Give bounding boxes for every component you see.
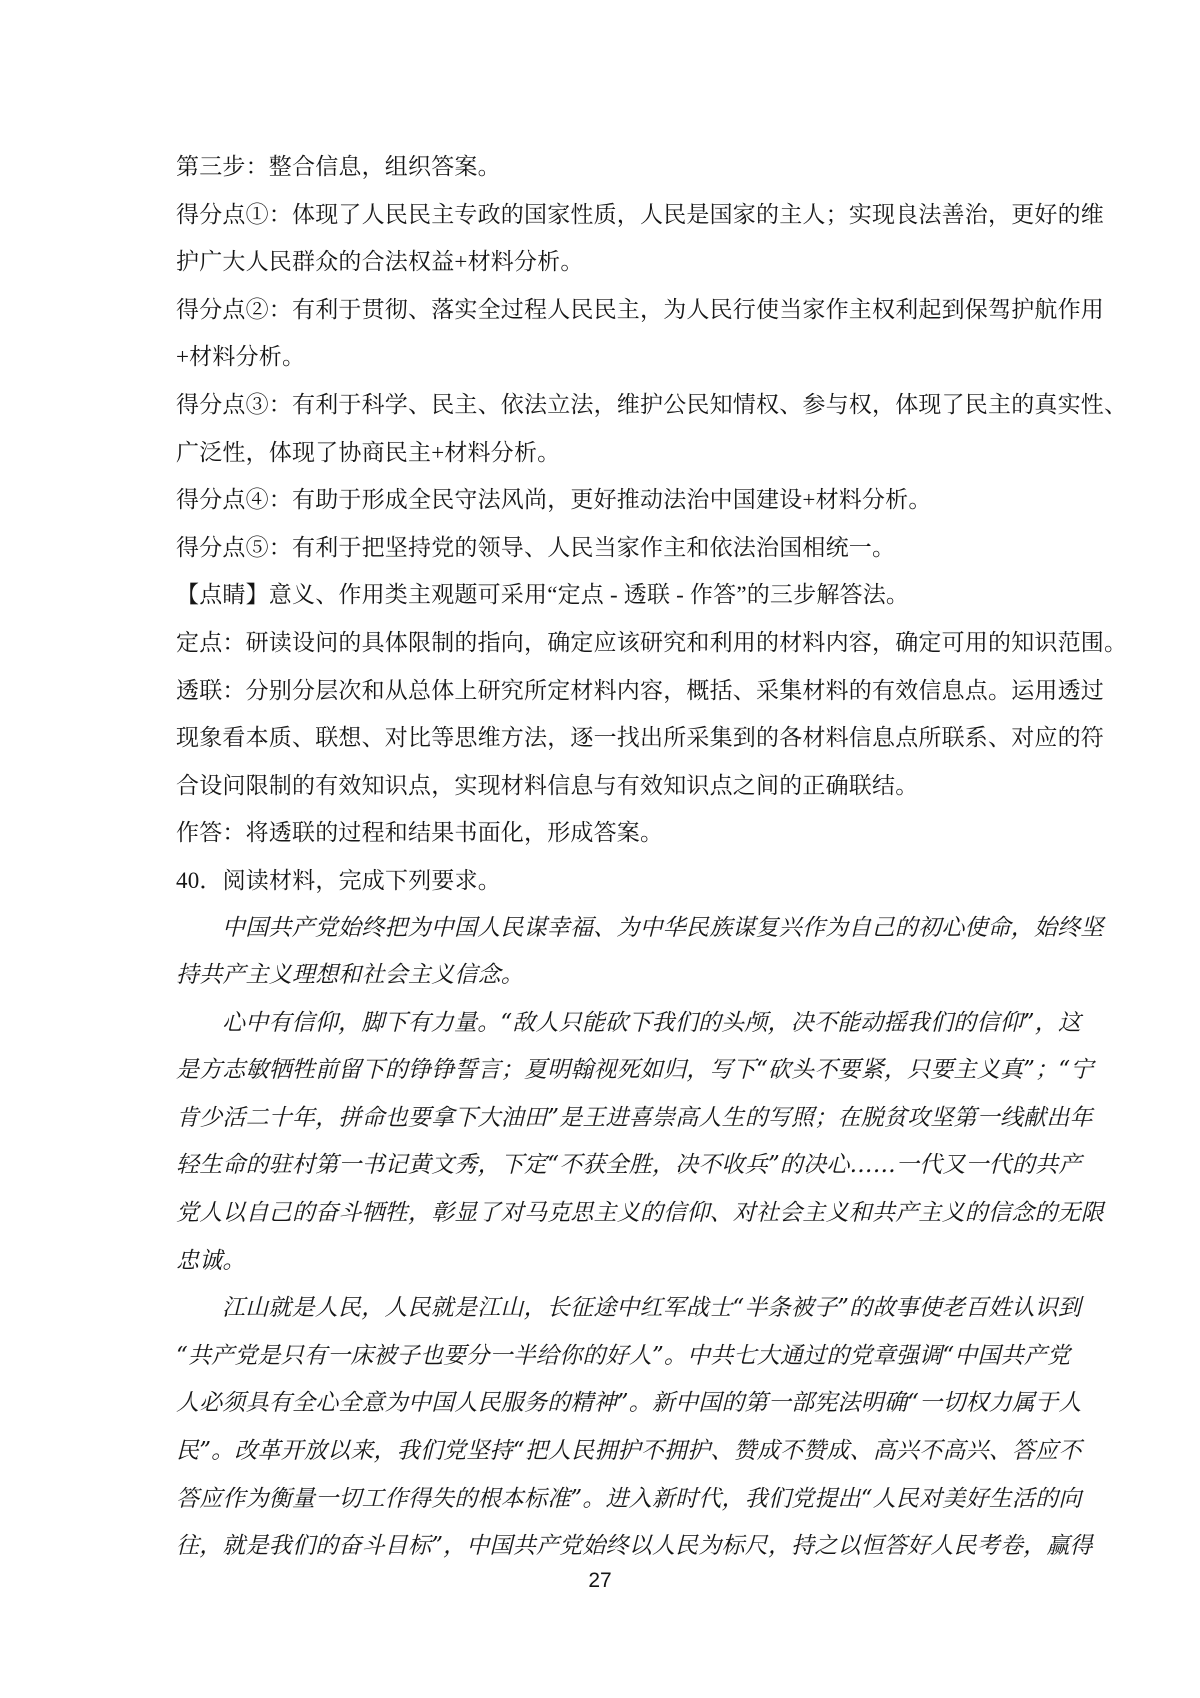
material-line: 答应作为衡量一切工作得失的根本标准”。进入新时代，我们党提出“人民对美好生活的向	[176, 1485, 1082, 1512]
answer-point-1-line: 得分点①：体现了人民民主专政的国家性质，人民是国家的主人；实现良法善治，更好的维	[176, 201, 1104, 227]
answer-point-3-line: 广泛性，体现了协商民主+材料分析。	[176, 439, 561, 465]
material-line: 江山就是人民，人民就是江山，长征途中红军战士“半条被子”的故事使老百姓认识到	[222, 1295, 1082, 1322]
material-line: 持共产主义理想和社会主义信念。	[176, 962, 524, 989]
answer-point-3-line: 得分点③：有利于科学、民主、依法立法，维护公民知情权、参与权，体现了民主的真实性、	[176, 391, 1128, 417]
material-line: 是方志敏牺牲前留下的铮铮誓言；夏明翰视死如归，写下“砍头不要紧，只要主义真”；“宁	[176, 1057, 1094, 1084]
material-line: 党人以自己的奋斗牺牲，彰显了对马克思主义的信仰、对社会主义和共产主义的信念的无限	[176, 1200, 1104, 1227]
answer-point-4-line: 得分点④：有助于形成全民守法风尚，更好推动法治中国建设+材料分析。	[176, 487, 932, 513]
material-line: 轻生命的驻村第一书记黄文秀，下定“不获全胜，决不收兵”的决心……一代又一代的共产	[176, 1152, 1082, 1179]
method-zuoda-line: 作答：将透联的过程和结果书面化，形成答案。	[176, 820, 664, 846]
answer-point-2-line: 得分点②：有利于贯彻、落实全过程人民民主，为人民行使当家作主权利起到保驾护航作用	[176, 296, 1104, 322]
material-line: 中国共产党始终把为中国人民谋幸福、为中华民族谋复兴作为自己的初心使命，始终坚	[222, 914, 1104, 941]
method-toulian-line: 透联：分别分层次和从总体上研究所定材料内容，概括、采集材料的有效信息点。运用透过	[176, 677, 1104, 703]
question-40-line: 40．阅读材料，完成下列要求。	[176, 867, 501, 893]
answer-point-2-line: +材料分析。	[176, 344, 306, 370]
method-toulian-line: 合设问限制的有效知识点，实现材料信息与有效知识点之间的正确联结。	[176, 772, 919, 798]
answer-point-1-line: 护广大人民群众的合法权益+材料分析。	[176, 249, 584, 275]
method-dingdian-line: 定点：研读设问的具体限制的指向，确定应该研究和利用的材料内容，确定可用的知识范围。	[176, 629, 1128, 655]
material-line: 人必须具有全心全意为中国人民服务的精神”。新中国的第一部宪法明确“一切权力属于人	[176, 1390, 1082, 1417]
answer-point-5-line: 得分点⑤：有利于把坚持党的领导、人民当家作主和依法治国相统一。	[176, 534, 896, 560]
material-line: “共产党是只有一床被子也要分一半给你的好人”。中共七大通过的党章强调“中国共产党	[176, 1342, 1071, 1369]
material-line: 民”。改革开放以来，我们党坚持“把人民拥护不拥护、赞成不赞成、高兴不高兴、答应不	[176, 1438, 1082, 1465]
document-page	[176, 143, 1128, 1571]
material-line: 往，就是我们的奋斗目标”，中国共产党始终以人民为标尺，持之以恒答好人民考卷，赢得	[176, 1533, 1093, 1560]
answer-step-line: 第三步：整合信息，组织答案。	[176, 154, 501, 179]
material-line: 忠诚。	[176, 1247, 246, 1274]
tip-note-line: 【点睛】意义、作用类主观题可采用“定点 - 透联 - 作答”的三步解答法。	[176, 582, 910, 608]
page-number: 27	[588, 1569, 612, 1592]
material-line: 肯少活二十年，拼命也要拿下大油田”是王进喜崇高人生的写照；在脱贫攻坚第一线献出年	[176, 1104, 1093, 1131]
method-toulian-line: 现象看本质、联想、对比等思维方法，逐一找出所采集到的各材料信息点所联系、对应的符	[176, 725, 1104, 751]
material-line: 心中有信仰，脚下有力量。“敌人只能砍下我们的头颅，决不能动摇我们的信仰”，这	[222, 1009, 1082, 1036]
